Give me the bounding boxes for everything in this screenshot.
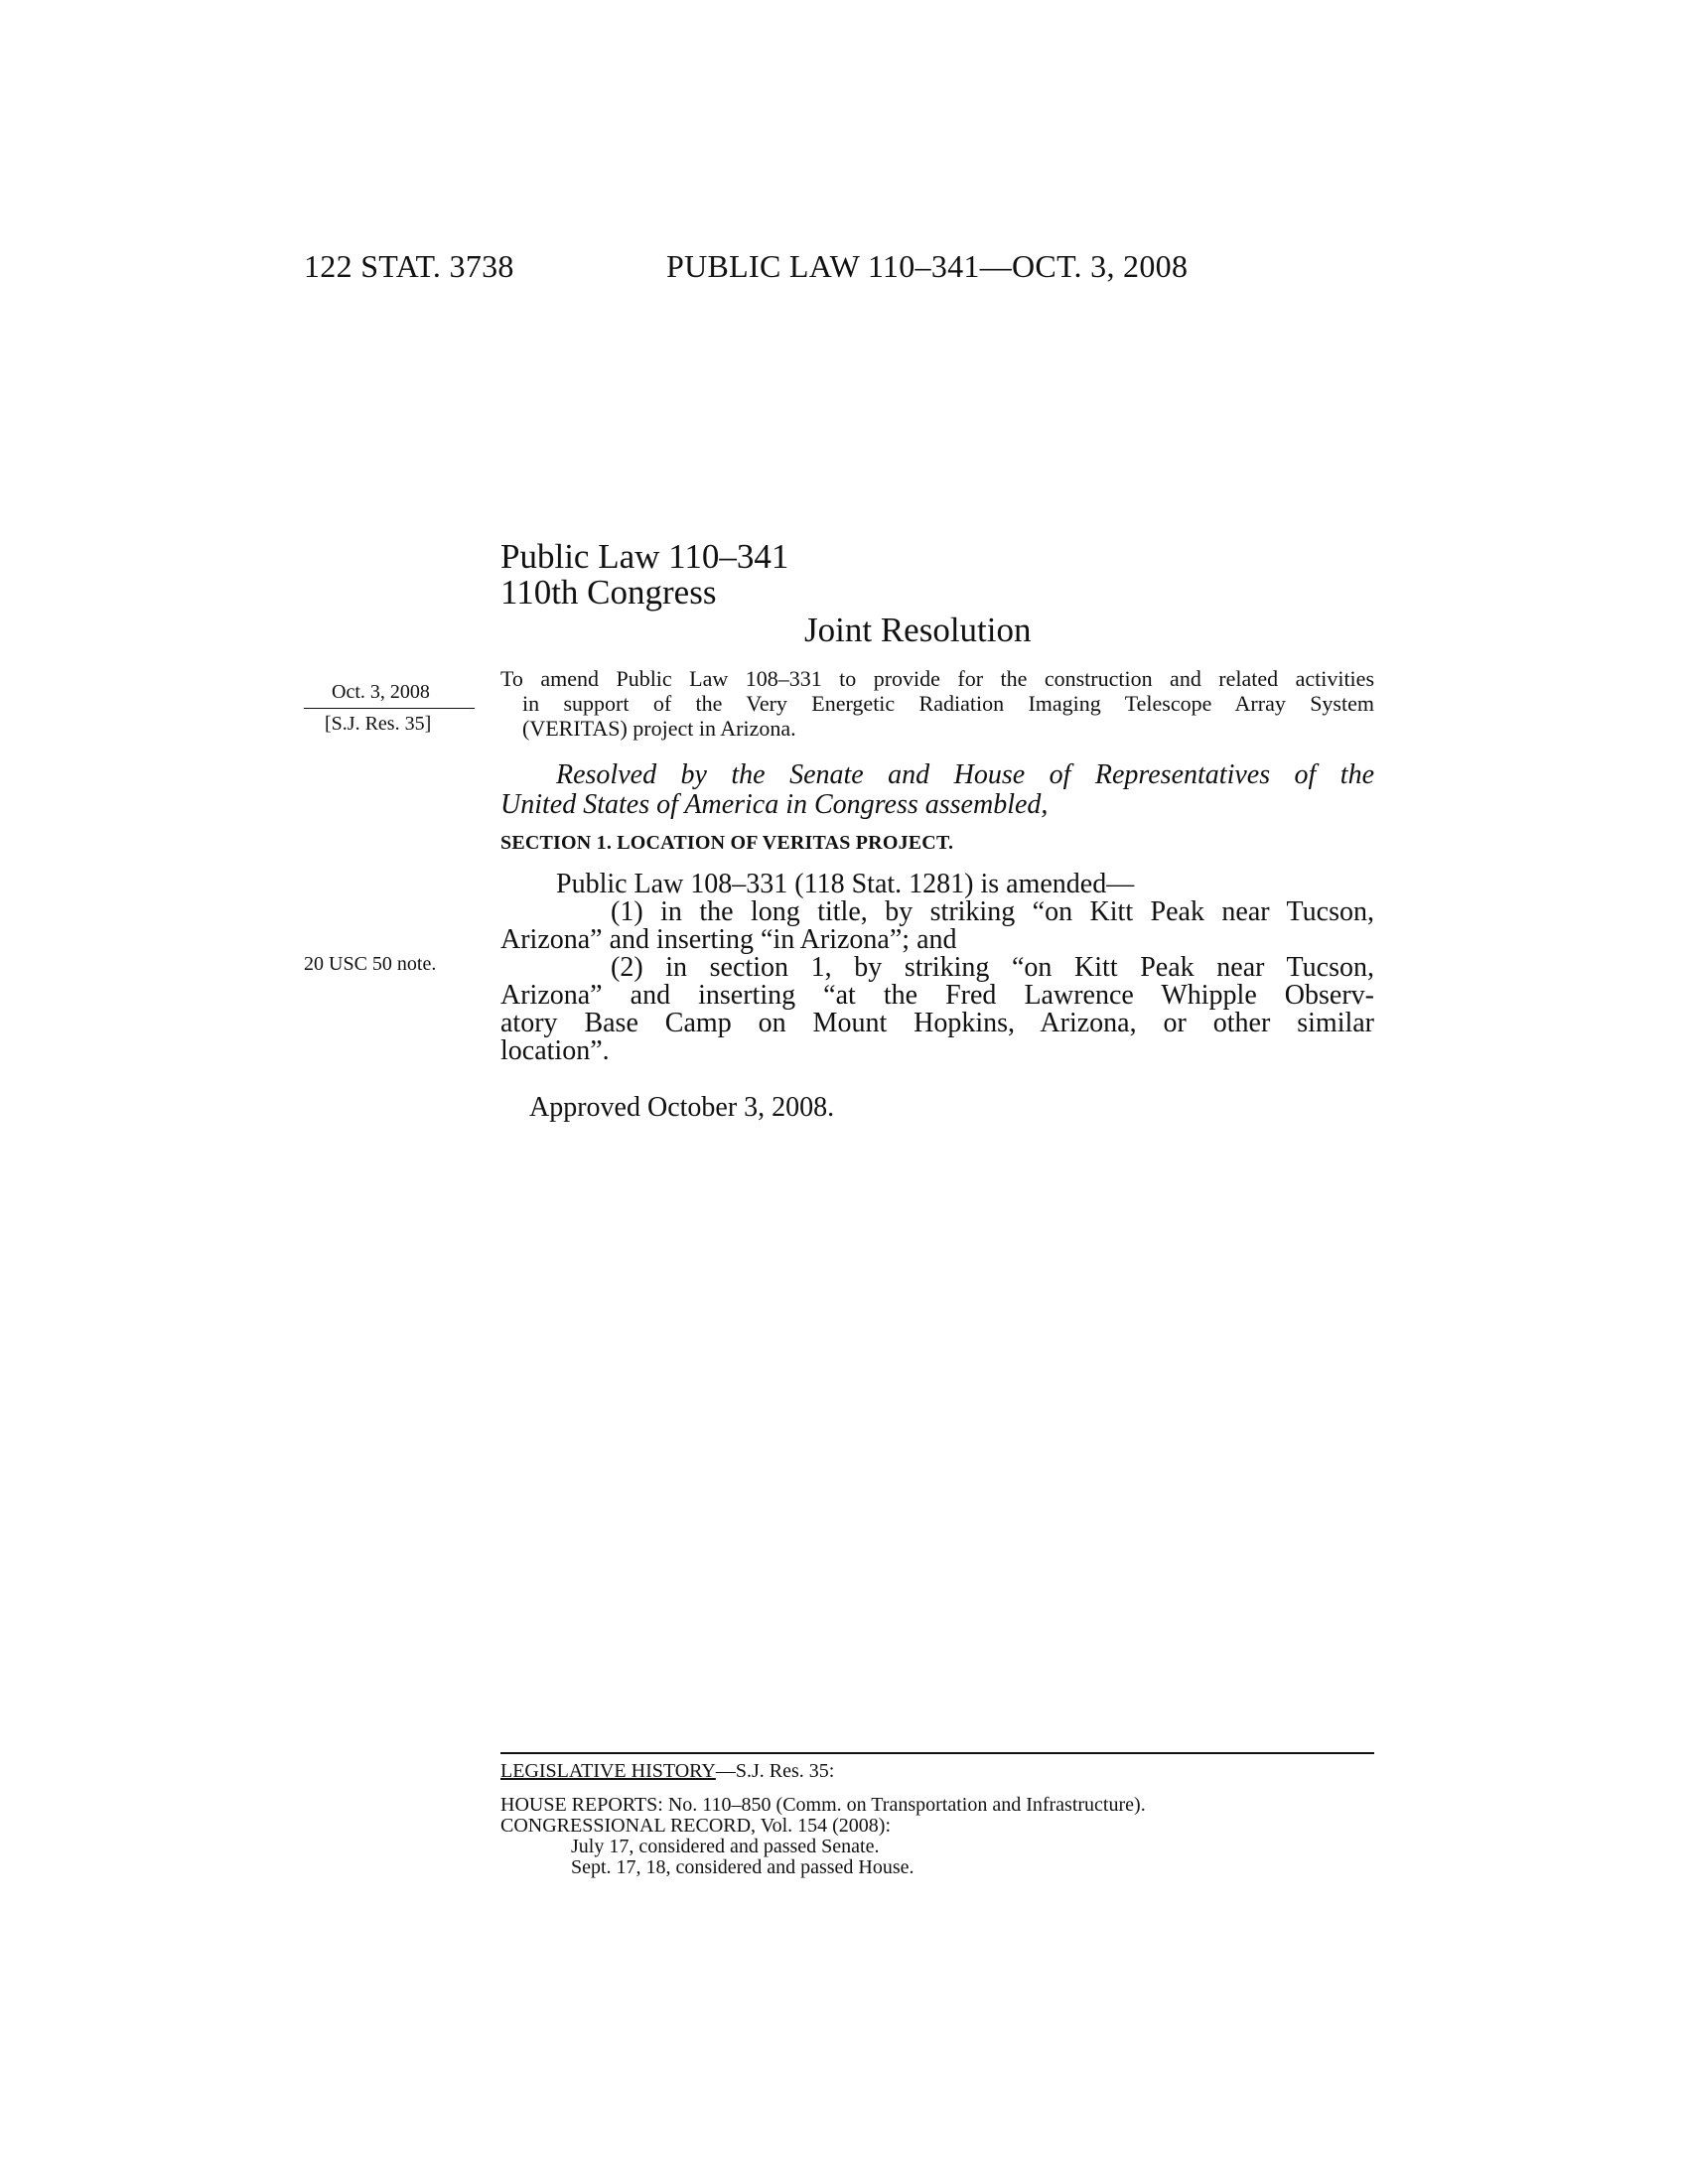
body-line: (2) in section 1, by striking “on Kitt Peak near Tucson, <box>611 952 1374 983</box>
margin-note-date: Oct. 3, 2008 <box>332 681 430 703</box>
law-number: Public Law 110–341 <box>500 537 789 576</box>
house-reports: HOUSE REPORTS: No. 110–850 (Comm. on Transportation and Infrastructure). <box>500 1794 1146 1816</box>
enacting-clause <box>500 760 1374 820</box>
purpose-statement <box>500 666 1374 741</box>
section-heading: SECTION 1. LOCATION OF VERITAS PROJECT. <box>500 832 954 854</box>
legislative-history-label: LEGISLATIVE HISTORY <box>500 1760 716 1782</box>
margin-note-resolution: [S.J. Res. 35] <box>325 713 432 735</box>
record-entry: Sept. 17, 18, considered and passed House. <box>571 1856 914 1878</box>
purpose-line: To amend Public Law 108–331 to provide for the construction and related activities <box>500 666 1374 691</box>
margin-note-divider <box>304 708 475 709</box>
stat-page-number: 122 STAT. 3738 <box>304 248 514 284</box>
legislative-history-heading <box>500 1761 1374 1782</box>
body-line: Public Law 108–331 (118 Stat. 1281) is amended— <box>556 869 1135 899</box>
record-entry: July 17, considered and passed Senate. <box>571 1836 880 1857</box>
body-line: (1) in the long title, by striking “on Kitt Peak near Tucson, <box>611 896 1374 927</box>
congress-label: 110th Congress <box>500 573 717 612</box>
congressional-record: CONGRESSIONAL RECORD, Vol. 154 (2008): <box>500 1815 891 1837</box>
document-type: Joint Resolution <box>804 611 1032 649</box>
enacting-line: Resolved by the Senate and House of Representatives of the <box>556 759 1374 790</box>
body-line: location”. <box>500 1035 610 1066</box>
legislative-history <box>500 1761 1374 1878</box>
body-line: Arizona” and inserting “at the Fred Lawrence Whipple Observ- <box>500 980 1374 1011</box>
body-line: atory Base Camp on Mount Hopkins, Arizona, or other similar <box>500 1008 1374 1038</box>
enacting-line: United States of America in Congress assembled, <box>500 789 1049 820</box>
body-line: Arizona” and inserting “in Arizona”; and <box>500 924 957 955</box>
running-title: PUBLIC LAW 110–341—OCT. 3, 2008 <box>666 248 1189 284</box>
approval-statement: Approved October 3, 2008. <box>529 1092 835 1123</box>
purpose-line: in support of the Very Energetic Radiation Imaging Telescope Array System <box>522 691 1374 716</box>
legislative-history-ref: —S.J. Res. 35: <box>715 1760 835 1782</box>
margin-note-usc: 20 USC 50 note. <box>304 953 437 975</box>
purpose-line: (VERITAS) project in Arizona. <box>522 716 796 741</box>
footnote-divider <box>500 1752 1374 1754</box>
section-body <box>500 871 1374 1065</box>
